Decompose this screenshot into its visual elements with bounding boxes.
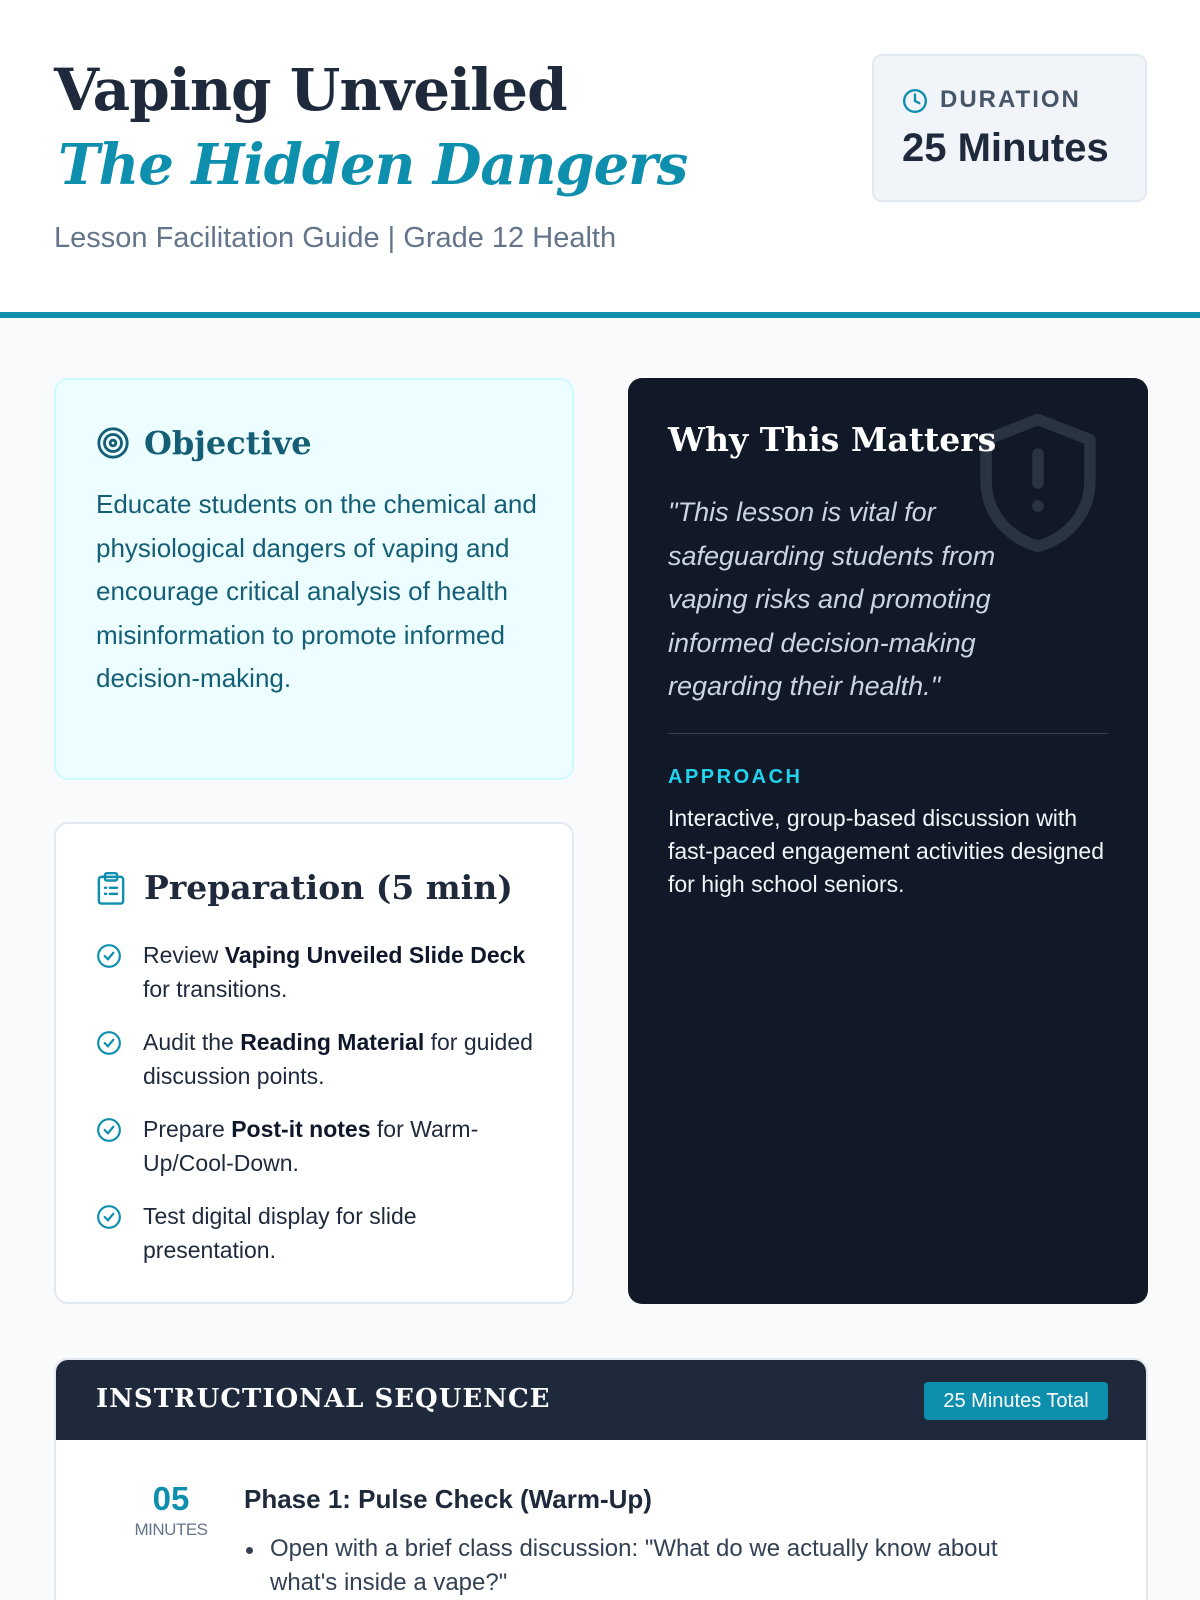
clock-icon	[902, 88, 928, 114]
approach-label: APPROACH	[668, 766, 803, 788]
objective-card	[54, 378, 574, 780]
duration-label: DURATION	[940, 86, 1081, 113]
prep-item-text: Test digital display for slide presentation.	[143, 1203, 417, 1263]
preparation-title: Preparation (5 min)	[144, 868, 513, 907]
phase-bullet: Open with a brief class discussion: "What do we actually know about what's inside a vape?"	[244, 1532, 1064, 1600]
instructional-sequence-card	[54, 1358, 1148, 1600]
sequence-header	[56, 1360, 1148, 1440]
phase-minutes-unit: MINUTES	[134, 1520, 208, 1539]
check-circle-icon	[96, 1204, 122, 1230]
total-minutes-badge: 25 Minutes Total	[924, 1382, 1108, 1420]
prep-item-text: Audit the Reading Material for guided discussion points.	[143, 1029, 533, 1089]
why-quote: "This lesson is vital for safeguarding students from vaping risks and promoting informed decision-making regarding their health."	[668, 497, 996, 701]
prep-item-text: Review Vaping Unveiled Slide Deck for transitions.	[143, 942, 526, 1002]
check-circle-icon	[96, 1030, 122, 1056]
clipboard-icon	[96, 872, 126, 906]
page-subtitle-accent: The Hidden Dangers	[58, 132, 688, 198]
why-title: Why This Matters	[668, 420, 997, 459]
divider	[668, 733, 1108, 734]
duration-value: 25 Minutes	[902, 126, 1109, 170]
sequence-title: INSTRUCTIONAL SEQUENCE	[96, 1384, 551, 1414]
duration-box	[872, 54, 1147, 202]
phase-minutes: 05	[152, 1480, 190, 1517]
approach-text: Interactive, group-based discussion with fast-paced engagement activities designed for high school seniors.	[668, 805, 1105, 897]
objective-text: Educate students on the chemical and physiological dangers of vaping and encourage critical analysis of health misinformation to promote informed decision-making.	[96, 489, 537, 693]
phase-title: Phase 1: Pulse Check (Warm-Up)	[244, 1484, 652, 1514]
why-this-matters-card	[628, 378, 1148, 1304]
page-title: Vaping Unveiled	[54, 56, 567, 124]
prep-item-text: Prepare Post-it notes for Warm-Up/Cool-Down.	[143, 1116, 479, 1176]
guide-subtitle: Lesson Facilitation Guide | Grade 12 Health	[54, 222, 617, 254]
check-circle-icon	[96, 943, 122, 969]
page-header	[0, 0, 1200, 318]
target-icon	[96, 426, 130, 460]
preparation-card	[54, 822, 574, 1304]
check-circle-icon	[96, 1117, 122, 1143]
objective-title: Objective	[144, 424, 312, 462]
